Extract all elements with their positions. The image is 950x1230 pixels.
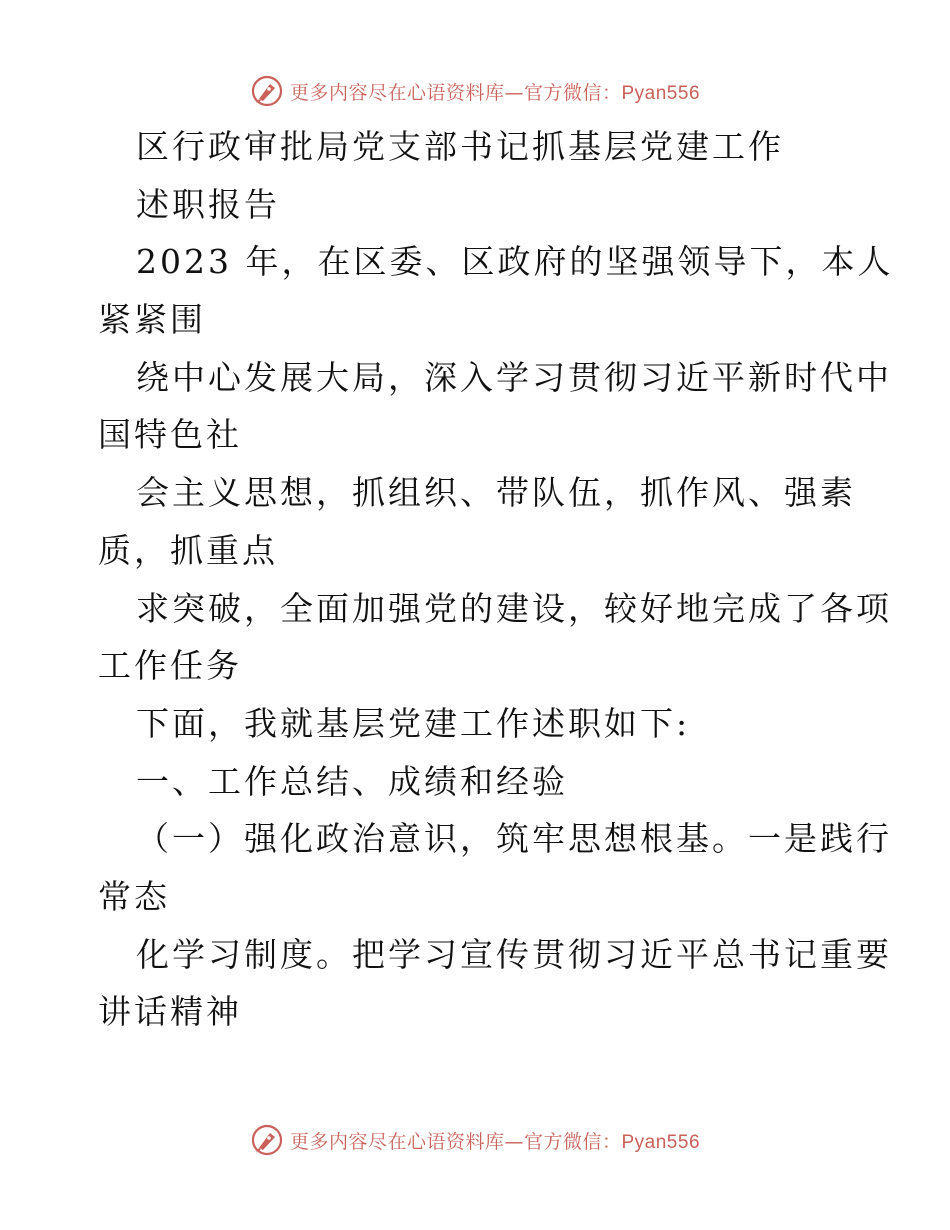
paragraph-line: 化学习制度。把学习宣传贯彻习近平总书记重要 [136,934,892,974]
paragraph-line: 会主义思想，抓组织、带队伍，抓作风、强素 [136,473,856,513]
paragraph-line: 紧紧围 [98,300,206,340]
section-heading: 一、工作总结、成绩和经验 [136,761,568,801]
paragraph-line: 国特色社 [98,415,242,455]
paragraph-line: （一）强化政治意识，筑牢思想根基。一是践行 [136,819,892,859]
logo-icon [250,74,284,108]
paragraph-line: 求突破，全面加强党的建设，较好地完成了各项 [136,588,892,628]
document-body [98,118,894,1041]
paragraph-line: 质，抓重点 [98,530,278,570]
document-title: 区行政审批局党支部书记抓基层党建工作 [136,127,784,166]
footer-banner [0,1120,950,1160]
header-banner-text: 更多内容尽在心语资料库—官方微信：Pyan556 [289,81,701,104]
logo-icon [250,1123,284,1157]
paragraph-line: 绕中心发展大局，深入学习贯彻习近平新时代中 [136,357,892,397]
paragraph-line: 常态 [98,876,170,916]
paragraph-line: 下面，我就基层党建工作述职如下: [136,703,691,743]
paragraph-line: 2023 年，在区委、区政府的坚强领导下，本人 [136,242,894,282]
header-banner [0,71,950,111]
footer-banner-text: 更多内容尽在心语资料库—官方微信：Pyan556 [289,1130,701,1153]
paragraph-line: 工作任务 [98,646,242,686]
paragraph-line: 讲话精神 [98,992,242,1032]
document-subtitle: 述职报告 [136,184,280,224]
